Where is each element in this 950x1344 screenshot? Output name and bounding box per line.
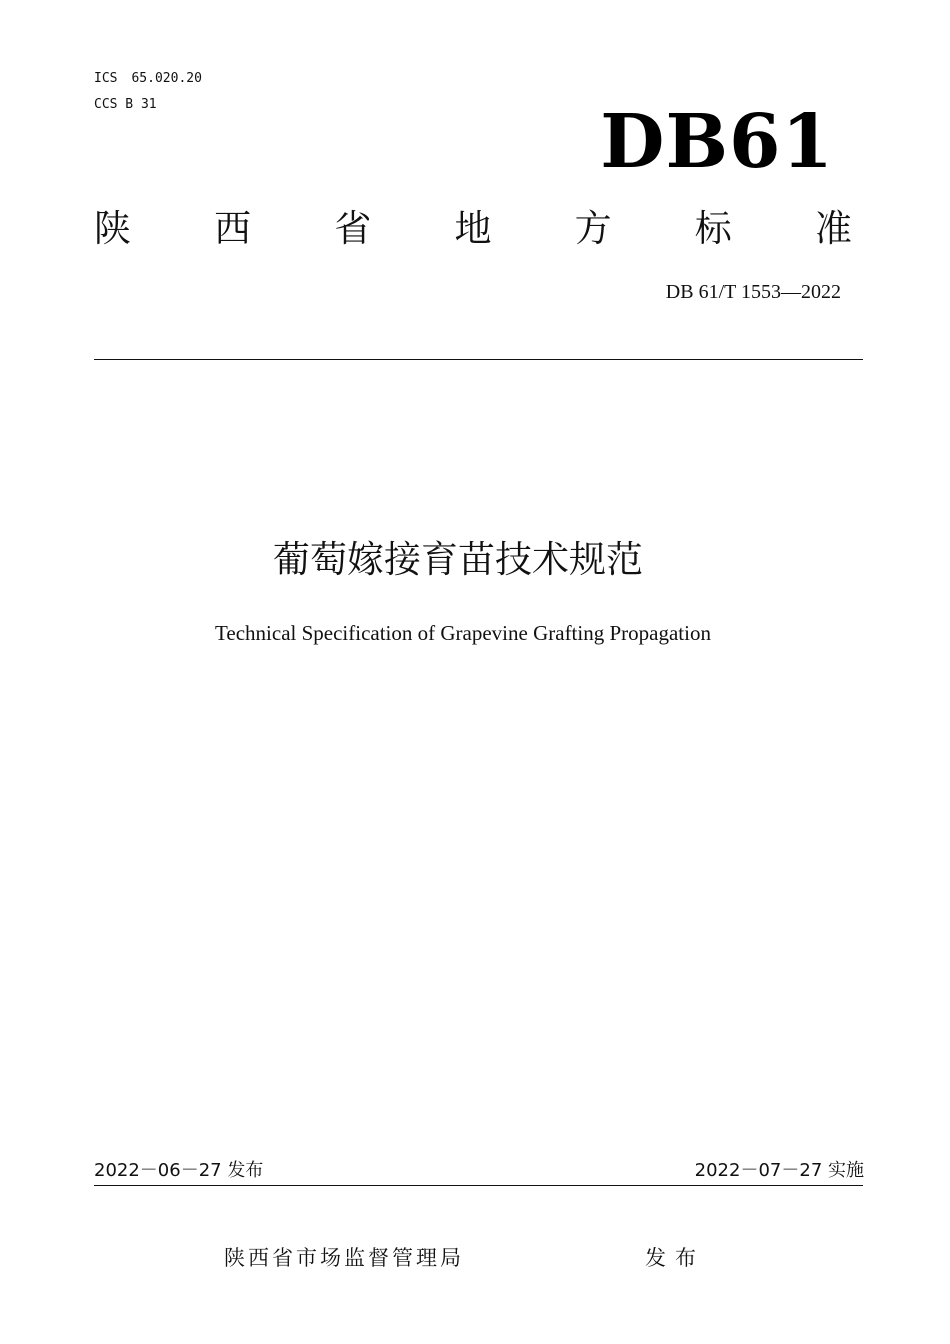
issue-action: 发布 [645, 1246, 705, 1270]
publish-date: 2022－06－27 发布 [94, 1160, 264, 1181]
issuing-authority: 陕西省市场监督管理局 [224, 1246, 464, 1270]
ics-code: 65.020.20 [131, 71, 202, 86]
standard-type-char: 地 [454, 207, 492, 250]
db-code-logo: DB61 [600, 99, 834, 185]
standard-type-char: 方 [574, 207, 612, 250]
ccs-classification: CCS B 31 [94, 97, 157, 112]
standard-type-char: 陕 [94, 207, 131, 250]
document-title-en: Technical Specification of Grapevine Grafting Propagation [215, 621, 711, 645]
standard-type-char: 西 [214, 207, 252, 250]
standard-type-heading [94, 206, 852, 252]
ics-label: ICS [94, 71, 118, 86]
ics-classification [94, 70, 216, 87]
bottom-divider [94, 1185, 863, 1186]
document-title-zh: 葡萄嫁接育苗技术规范 [273, 538, 643, 581]
standard-type-char: 省 [334, 207, 372, 250]
implement-date: 2022－07－27 实施 [694, 1160, 864, 1181]
standard-type-char: 准 [814, 207, 852, 250]
standard-number: DB 61/T 1553—2022 [665, 281, 841, 303]
standard-type-char: 标 [694, 207, 732, 250]
top-divider [94, 359, 863, 360]
